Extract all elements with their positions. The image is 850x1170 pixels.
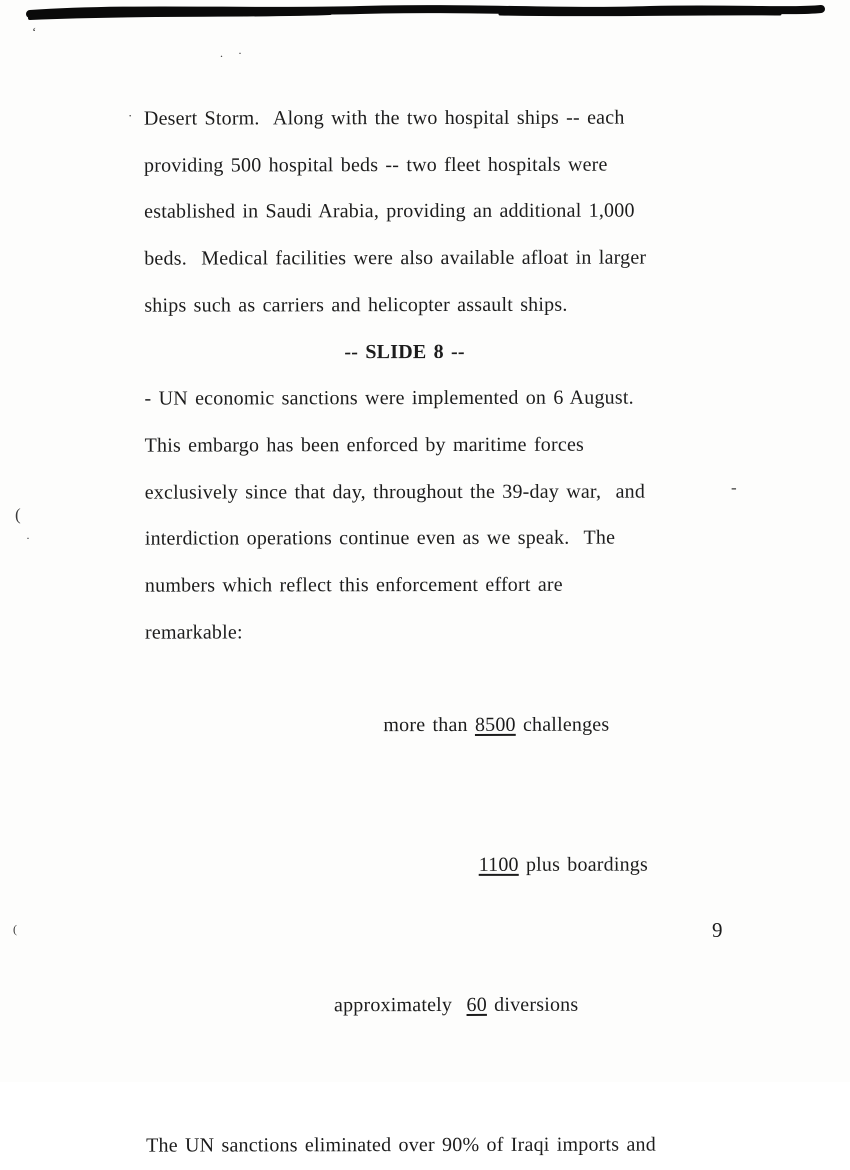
scan-artifact: ‘ [32, 24, 36, 40]
scan-top-bar [0, 0, 850, 30]
stat-suffix: plus boardings [519, 854, 648, 876]
page-number: 9 [712, 918, 723, 943]
stat-prefix: approximately [334, 994, 467, 1016]
text-line: exclusively since that day, throughout the 39-day war, and [145, 468, 745, 516]
text-line: remarkable: [145, 608, 745, 656]
stat-value: 1100 [479, 854, 519, 876]
scan-artifact: ( [13, 922, 17, 937]
stat-line-challenges [340, 655, 745, 796]
blank-line [146, 1075, 746, 1123]
text-line: providing 500 hospital beds -- two fleet hospitals were [144, 141, 744, 189]
text-line: ships such as carriers and helicopter assault ships. [144, 281, 744, 329]
text-line: established in Saudi Arabia, providing an additional 1,000 [144, 188, 744, 236]
text-line: - UN economic sanctions were implemented on 6 August. [144, 375, 744, 423]
scan-artifact: ( [15, 505, 21, 525]
stat-suffix: challenges [516, 714, 610, 736]
stat-suffix: diversions [487, 994, 578, 1016]
scan-artifact: . · [220, 46, 248, 61]
text-line: numbers which reflect this enforcement effort are [145, 561, 745, 609]
scan-artifact: · [26, 531, 30, 546]
scan-artifact: · [128, 108, 132, 124]
text-line: beds. Medical facilities were also available afloat in larger [144, 234, 744, 282]
text-body [144, 94, 746, 1169]
text-line: Desert Storm. Along with the two hospital ships -- each [144, 94, 744, 142]
stat-line-diversions [291, 935, 746, 1076]
stat-prefix: more than [383, 714, 475, 736]
stat-value: 60 [466, 994, 486, 1016]
text-line: interdiction operations continue even as we speak. The [145, 515, 745, 563]
stat-line-boardings [435, 795, 745, 936]
text-line: This embargo has been enforced by maritime forces [145, 421, 745, 469]
text-line: The UN sanctions eliminated over 90% of Iraqi imports and [146, 1122, 746, 1170]
scan-artifact: - [731, 478, 737, 498]
stat-value: 8500 [475, 714, 516, 736]
slide-heading: -- SLIDE 8 -- [344, 328, 744, 376]
